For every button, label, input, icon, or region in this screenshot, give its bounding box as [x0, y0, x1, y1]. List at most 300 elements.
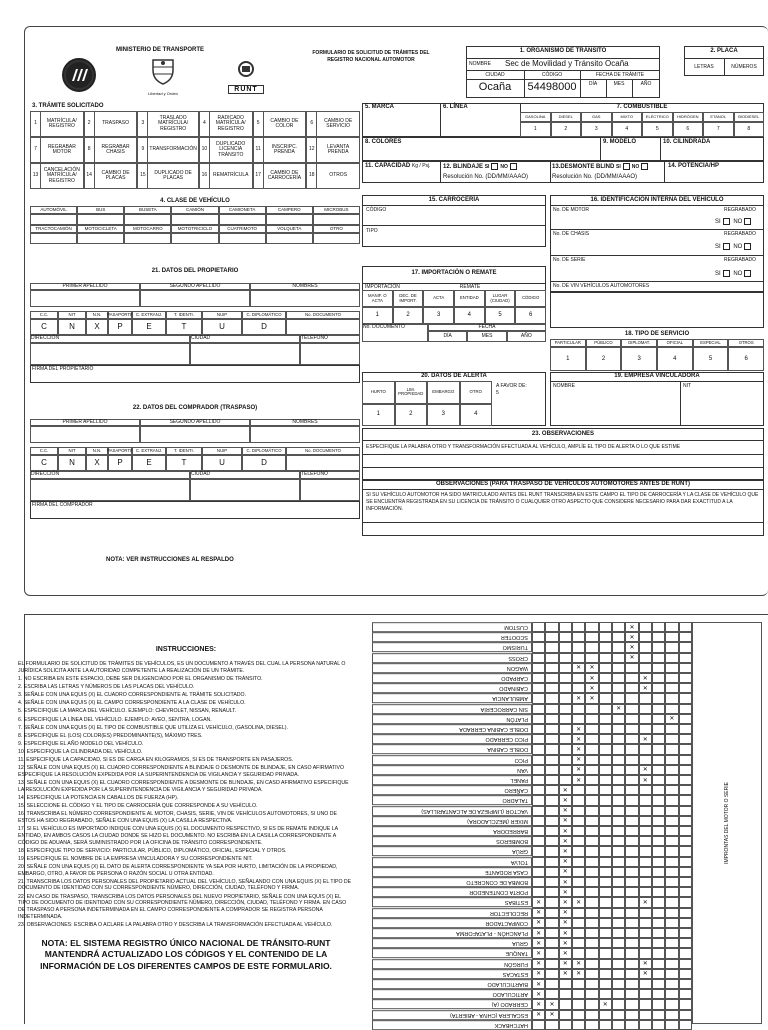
carroceria-code-cell[interactable]	[532, 642, 545, 652]
servicio-option-6[interactable]: 6	[728, 347, 764, 371]
carroceria-code-cell[interactable]	[625, 857, 638, 867]
carroceria-code-cell[interactable]: ✕	[532, 979, 545, 989]
carroceria-code-cell[interactable]	[559, 724, 572, 734]
carroceria-code-cell[interactable]: ✕	[639, 775, 652, 785]
carroceria-code-cell[interactable]: ✕	[532, 999, 545, 1009]
tramite-option-15[interactable]	[137, 163, 199, 189]
tramite-option-9[interactable]	[137, 137, 199, 163]
carroceria-code-cell[interactable]: ✕	[572, 959, 585, 969]
carroceria-code-cell[interactable]	[625, 969, 638, 979]
carroceria-code-cell[interactable]	[599, 744, 612, 754]
carroceria-code-cell[interactable]: ✕	[532, 938, 545, 948]
carroceria-code-cell[interactable]	[545, 857, 558, 867]
carroceria-code-cell[interactable]	[599, 918, 612, 928]
carroceria-code-cell[interactable]	[545, 663, 558, 673]
carroceria-code-cell[interactable]	[612, 1010, 625, 1020]
carroceria-code-cell[interactable]	[572, 806, 585, 816]
carroceria-code-cell[interactable]	[639, 816, 652, 826]
carroceria-code-cell[interactable]	[599, 673, 612, 683]
carroceria-code-cell[interactable]: ✕	[532, 897, 545, 907]
clase-checkbox[interactable]	[313, 233, 360, 244]
carroceria-code-cell[interactable]	[665, 948, 678, 958]
carroceria-code-cell[interactable]	[639, 642, 652, 652]
carroceria-code-cell[interactable]	[572, 1010, 585, 1020]
carroceria-code-cell[interactable]: ✕	[585, 693, 598, 703]
carroceria-code-cell[interactable]	[639, 979, 652, 989]
carroceria-code-cell[interactable]	[599, 857, 612, 867]
carroceria-code-cell[interactable]	[585, 836, 598, 846]
carroceria-code-cell[interactable]	[665, 816, 678, 826]
carroceria-code-cell[interactable]: ✕	[545, 1010, 558, 1020]
carroceria-code-cell[interactable]	[652, 642, 665, 652]
carroceria-code-cell[interactable]	[572, 826, 585, 836]
carroceria-code-cell[interactable]	[665, 693, 678, 703]
carroceria-code-cell[interactable]	[625, 816, 638, 826]
carroceria-code-cell[interactable]	[652, 663, 665, 673]
carroceria-code-cell[interactable]: ✕	[639, 765, 652, 775]
carroceria-code-cell[interactable]: ✕	[639, 673, 652, 683]
carroceria-code-cell[interactable]	[612, 928, 625, 938]
importacion-option-3[interactable]: 3	[423, 307, 454, 324]
carroceria-code-cell[interactable]	[559, 1010, 572, 1020]
carroceria-code-cell[interactable]	[625, 989, 638, 999]
ident-chasis-label[interactable]: No. DE CHASIS	[553, 231, 590, 237]
carroceria-code-cell[interactable]	[665, 744, 678, 754]
combustible-option-2[interactable]: 2	[551, 122, 582, 137]
ident-vin-label[interactable]: No. DE VIN VEHÍCULOS AUTOMOTORES	[553, 283, 650, 289]
carroceria-code-cell[interactable]	[679, 826, 692, 836]
carroceria-code-cell[interactable]: ✕	[572, 765, 585, 775]
carroceria-code-cell[interactable]	[665, 724, 678, 734]
tramite-option-13[interactable]	[30, 163, 84, 189]
tramite-option-8[interactable]	[84, 137, 138, 163]
carroceria-code-cell[interactable]	[679, 663, 692, 673]
carroceria-code-cell[interactable]	[599, 948, 612, 958]
carroceria-code-cell[interactable]	[599, 959, 612, 969]
prop-doc-option[interactable]: P	[108, 319, 132, 335]
carroceria-code-cell[interactable]	[625, 887, 638, 897]
carroceria-code-cell[interactable]: ✕	[572, 755, 585, 765]
combustible-option-7[interactable]: 7	[703, 122, 734, 137]
carroceria-code-cell[interactable]	[585, 816, 598, 826]
carroceria-code-cell[interactable]: ✕	[639, 959, 652, 969]
combustible-option-5[interactable]: 5	[642, 122, 673, 137]
carroceria-code-cell[interactable]: ✕	[559, 836, 572, 846]
carroceria-code-cell[interactable]	[679, 867, 692, 877]
carroceria-code-cell[interactable]	[679, 846, 692, 856]
carroceria-code-cell[interactable]	[639, 826, 652, 836]
carroceria-code-cell[interactable]	[679, 693, 692, 703]
carroceria-code-cell[interactable]	[679, 734, 692, 744]
carroceria-code-cell[interactable]: ✕	[625, 632, 638, 642]
carroceria-code-cell[interactable]: ✕	[559, 826, 572, 836]
carroceria-code-cell[interactable]	[679, 918, 692, 928]
servicio-option-3[interactable]: 3	[621, 347, 657, 371]
carroceria-code-cell[interactable]	[545, 887, 558, 897]
carroceria-code-cell[interactable]	[652, 744, 665, 754]
carroceria-code-cell[interactable]	[652, 877, 665, 887]
carroceria-code-cell[interactable]	[652, 806, 665, 816]
carroceria-code-cell[interactable]	[639, 704, 652, 714]
carroceria-code-cell[interactable]	[665, 857, 678, 867]
carroceria-code-cell[interactable]	[599, 979, 612, 989]
carroceria-code-cell[interactable]	[532, 1020, 545, 1030]
carroceria-code-cell[interactable]: ✕	[572, 775, 585, 785]
empresa-nombre[interactable]: NOMBRE	[553, 383, 575, 389]
carroceria-code-cell[interactable]	[625, 979, 638, 989]
carroceria-code-cell[interactable]	[599, 928, 612, 938]
carroceria-code-cell[interactable]: ✕	[639, 897, 652, 907]
comp-nombres-input[interactable]	[250, 426, 360, 443]
carroceria-code-cell[interactable]	[612, 755, 625, 765]
carroceria-code-cell[interactable]	[612, 785, 625, 795]
vin-box[interactable]	[550, 292, 764, 328]
carroceria-code-cell[interactable]	[545, 714, 558, 724]
carroceria-code-cell[interactable]	[625, 897, 638, 907]
carroceria-code-cell[interactable]	[572, 979, 585, 989]
carroceria-code-cell[interactable]	[545, 989, 558, 999]
ident-serie-label[interactable]: No. DE SERIE	[553, 257, 586, 263]
carroceria-code-cell[interactable]: ✕	[559, 959, 572, 969]
carroceria-code-cell[interactable]: ✕	[532, 908, 545, 918]
carroceria-code-cell[interactable]	[665, 887, 678, 897]
comp-segundo-apellido-input[interactable]	[140, 426, 250, 443]
carroceria-code-cell[interactable]	[665, 928, 678, 938]
carroceria-code-cell[interactable]	[652, 846, 665, 856]
carroceria-code-cell[interactable]	[639, 693, 652, 703]
carroceria-code-cell[interactable]	[679, 857, 692, 867]
carroceria-code-cell[interactable]	[639, 918, 652, 928]
carroceria-code-cell[interactable]	[572, 928, 585, 938]
modelo-label[interactable]: 9. MODELO	[603, 139, 637, 145]
carroceria-code-cell[interactable]	[612, 1020, 625, 1030]
carroceria-code-cell[interactable]	[559, 999, 572, 1009]
carroceria-code-cell[interactable]: ✕	[559, 877, 572, 887]
prop-direccion[interactable]: DIRECCIÓN	[30, 335, 190, 343]
desmonte-resolucion[interactable]: Resolución No. (DD/MM/AAAO)	[552, 174, 638, 180]
carroceria-code-cell[interactable]: ✕	[559, 806, 572, 816]
clase-checkbox[interactable]	[266, 233, 313, 244]
comp-direccion[interactable]: DIRECCIÓN	[30, 471, 190, 479]
carroceria-code-cell[interactable]	[612, 642, 625, 652]
carroceria-code-cell[interactable]	[652, 918, 665, 928]
carroceria-code-cell[interactable]	[545, 938, 558, 948]
carroceria-code-cell[interactable]	[652, 836, 665, 846]
carroceria-code-cell[interactable]	[545, 826, 558, 836]
carroceria-code-cell[interactable]	[612, 948, 625, 958]
carroceria-code-cell[interactable]	[585, 795, 598, 805]
carroceria-code-cell[interactable]	[559, 979, 572, 989]
carroceria-code-cell[interactable]: ✕	[572, 969, 585, 979]
carroceria-code-cell[interactable]	[639, 938, 652, 948]
carroceria-code-cell[interactable]	[652, 693, 665, 703]
carroceria-code-cell[interactable]	[652, 887, 665, 897]
prop-segundo-apellido-input[interactable]	[140, 290, 250, 307]
comp-doc-option[interactable]: X	[86, 455, 108, 471]
carroceria-code-cell[interactable]	[625, 1010, 638, 1020]
carroceria-code-cell[interactable]	[665, 867, 678, 877]
carroceria-code-cell[interactable]	[612, 887, 625, 897]
carroceria-code-cell[interactable]	[572, 785, 585, 795]
carroceria-code-cell[interactable]	[652, 908, 665, 918]
carroceria-code-cell[interactable]	[572, 999, 585, 1009]
carroceria-code-cell[interactable]: ✕	[625, 622, 638, 632]
carroceria-code-cell[interactable]: ✕	[572, 663, 585, 673]
carroceria-code-cell[interactable]	[652, 795, 665, 805]
carroceria-code-cell[interactable]	[652, 653, 665, 663]
blindaje-resolucion[interactable]: Resolución No. (DD/MM/AAAO)	[443, 174, 529, 180]
carroceria-code-cell[interactable]	[599, 693, 612, 703]
carroceria-code-cell[interactable]	[585, 897, 598, 907]
carroceria-codigo[interactable]: CÓDIGO	[366, 207, 387, 213]
carroceria-code-cell[interactable]	[612, 826, 625, 836]
combustible-option-8[interactable]: 8	[734, 122, 765, 137]
carroceria-code-cell[interactable]	[652, 785, 665, 795]
carroceria-code-cell[interactable]	[545, 724, 558, 734]
carroceria-code-cell[interactable]	[612, 979, 625, 989]
blindaje-si-checkbox[interactable]	[491, 163, 498, 170]
carroceria-code-cell[interactable]	[679, 959, 692, 969]
clase-checkbox[interactable]	[77, 233, 124, 244]
carroceria-code-cell[interactable]	[612, 836, 625, 846]
carroceria-code-cell[interactable]	[639, 632, 652, 642]
carroceria-code-cell[interactable]	[559, 765, 572, 775]
carroceria-code-cell[interactable]: ✕	[532, 948, 545, 958]
carroceria-code-cell[interactable]: ✕	[559, 795, 572, 805]
alerta-option-4[interactable]: 4	[460, 404, 493, 427]
potencia-label[interactable]: 14. POTENCIA/HP	[668, 163, 720, 169]
organismo-codigo-value[interactable]: 54498000	[527, 81, 577, 93]
carroceria-code-cell[interactable]	[545, 948, 558, 958]
carroceria-code-cell[interactable]	[625, 724, 638, 734]
carroceria-code-cell[interactable]: ✕	[559, 846, 572, 856]
carroceria-code-cell[interactable]	[532, 673, 545, 683]
carroceria-code-cell[interactable]	[532, 724, 545, 734]
carroceria-code-cell[interactable]	[599, 1020, 612, 1030]
carroceria-code-cell[interactable]	[612, 744, 625, 754]
carroceria-code-cell[interactable]: ✕	[532, 959, 545, 969]
carroceria-code-cell[interactable]	[612, 908, 625, 918]
carroceria-code-cell[interactable]	[665, 734, 678, 744]
tramite-option-11[interactable]	[253, 137, 307, 163]
carroceria-code-cell[interactable]	[599, 989, 612, 999]
carroceria-code-cell[interactable]	[652, 816, 665, 826]
carroceria-code-cell[interactable]	[599, 704, 612, 714]
carroceria-code-cell[interactable]	[679, 908, 692, 918]
carroceria-code-cell[interactable]: ✕	[585, 663, 598, 673]
carroceria-code-cell[interactable]	[639, 714, 652, 724]
carroceria-code-cell[interactable]	[665, 999, 678, 1009]
carroceria-code-cell[interactable]	[559, 693, 572, 703]
carroceria-code-cell[interactable]	[639, 948, 652, 958]
carroceria-code-cell[interactable]	[532, 693, 545, 703]
carroceria-code-cell[interactable]	[545, 908, 558, 918]
carroceria-code-cell[interactable]	[599, 969, 612, 979]
clase-checkbox[interactable]	[30, 233, 77, 244]
carroceria-code-cell[interactable]	[665, 785, 678, 795]
carroceria-code-cell[interactable]: ✕	[639, 683, 652, 693]
desmonte-si-checkbox[interactable]	[623, 163, 630, 170]
carroceria-code-cell[interactable]	[599, 816, 612, 826]
carroceria-code-cell[interactable]	[585, 877, 598, 887]
carroceria-code-cell[interactable]	[545, 918, 558, 928]
carroceria-code-cell[interactable]	[665, 877, 678, 887]
carroceria-code-cell[interactable]	[612, 867, 625, 877]
prop-doc-option[interactable]: T	[166, 319, 202, 335]
comp-primer-apellido-input[interactable]	[30, 426, 140, 443]
carroceria-code-cell[interactable]	[625, 999, 638, 1009]
comp-doc-option[interactable]: C	[30, 455, 58, 471]
carroceria-code-cell[interactable]	[585, 642, 598, 652]
carroceria-code-cell[interactable]	[679, 928, 692, 938]
carroceria-code-cell[interactable]	[612, 816, 625, 826]
servicio-option-1[interactable]: 1	[550, 347, 586, 371]
carroceria-code-cell[interactable]	[599, 897, 612, 907]
carroceria-code-cell[interactable]: ✕	[665, 714, 678, 724]
carroceria-code-cell[interactable]	[679, 979, 692, 989]
carroceria-code-cell[interactable]	[545, 785, 558, 795]
carroceria-code-cell[interactable]	[625, 663, 638, 673]
carroceria-code-cell[interactable]	[532, 826, 545, 836]
comp-doc-option[interactable]: E	[132, 455, 166, 471]
carroceria-code-cell[interactable]	[679, 683, 692, 693]
tramite-option-10[interactable]	[199, 137, 253, 163]
carroceria-code-cell[interactable]	[665, 775, 678, 785]
carroceria-code-cell[interactable]	[545, 622, 558, 632]
organismo-ciudad-value[interactable]: Ocaña	[478, 81, 512, 93]
prop-nombres-input[interactable]	[250, 290, 360, 307]
carroceria-code-cell[interactable]	[545, 642, 558, 652]
alerta-option-3[interactable]: 3	[427, 404, 460, 427]
carroceria-code-cell[interactable]	[652, 989, 665, 999]
importacion-option-4[interactable]: 4	[454, 307, 485, 324]
carroceria-code-cell[interactable]	[599, 1010, 612, 1020]
carroceria-code-cell[interactable]	[652, 775, 665, 785]
carroceria-code-cell[interactable]	[559, 663, 572, 673]
carroceria-code-cell[interactable]	[679, 632, 692, 642]
carroceria-code-cell[interactable]	[572, 683, 585, 693]
carroceria-code-cell[interactable]	[572, 948, 585, 958]
carroceria-code-cell[interactable]	[559, 683, 572, 693]
carroceria-code-cell[interactable]	[585, 755, 598, 765]
prop-doc-option[interactable]: N	[58, 319, 86, 335]
carroceria-code-cell[interactable]	[612, 663, 625, 673]
carroceria-code-cell[interactable]	[612, 999, 625, 1009]
importacion-option-6[interactable]: 6	[515, 307, 546, 324]
imp-ano[interactable]: AÑO	[507, 331, 546, 342]
carroceria-code-cell[interactable]: ✕	[532, 918, 545, 928]
carroceria-tipo[interactable]: TIPO	[366, 228, 378, 234]
carroceria-code-cell[interactable]	[665, 959, 678, 969]
carroceria-code-cell[interactable]	[625, 836, 638, 846]
carroceria-code-cell[interactable]	[679, 785, 692, 795]
carroceria-code-cell[interactable]	[665, 632, 678, 642]
carroceria-code-cell[interactable]	[665, 897, 678, 907]
clase-checkbox[interactable]	[30, 214, 77, 225]
carroceria-code-cell[interactable]	[612, 969, 625, 979]
carroceria-code-cell[interactable]	[652, 826, 665, 836]
alerta-option-1[interactable]: 1	[362, 404, 395, 427]
carroceria-code-cell[interactable]	[532, 653, 545, 663]
motor-si-checkbox[interactable]	[723, 218, 730, 225]
carroceria-code-cell[interactable]	[639, 1010, 652, 1020]
carroceria-code-cell[interactable]	[625, 948, 638, 958]
carroceria-code-cell[interactable]: ✕	[545, 999, 558, 1009]
carroceria-code-cell[interactable]	[652, 714, 665, 724]
prop-ciudad[interactable]: CIUDAD	[190, 335, 300, 343]
carroceria-code-cell[interactable]	[679, 989, 692, 999]
carroceria-code-cell[interactable]	[585, 734, 598, 744]
carroceria-code-cell[interactable]	[625, 877, 638, 887]
serie-no-checkbox[interactable]	[744, 270, 751, 277]
marca-label[interactable]: 5. MARCA	[365, 104, 395, 110]
carroceria-code-cell[interactable]	[679, 765, 692, 775]
carroceria-code-cell[interactable]	[679, 775, 692, 785]
carroceria-code-cell[interactable]	[679, 744, 692, 754]
carroceria-code-cell[interactable]	[612, 795, 625, 805]
carroceria-code-cell[interactable]: ✕	[559, 969, 572, 979]
carroceria-code-cell[interactable]	[652, 959, 665, 969]
carroceria-code-cell[interactable]	[599, 826, 612, 836]
tramite-option-18[interactable]	[306, 163, 360, 189]
placa-letras-label[interactable]: LETRAS	[694, 64, 714, 70]
colores-label[interactable]: 8. COLORES	[365, 139, 402, 145]
carroceria-code-cell[interactable]: ✕	[532, 969, 545, 979]
carroceria-code-cell[interactable]	[532, 765, 545, 775]
carroceria-code-cell[interactable]	[572, 622, 585, 632]
carroceria-code-cell[interactable]	[532, 887, 545, 897]
carroceria-code-cell[interactable]	[639, 806, 652, 816]
carroceria-code-cell[interactable]	[612, 877, 625, 887]
carroceria-code-cell[interactable]	[652, 1010, 665, 1020]
carroceria-code-cell[interactable]	[612, 775, 625, 785]
carroceria-code-cell[interactable]	[532, 806, 545, 816]
carroceria-code-cell[interactable]	[625, 959, 638, 969]
tramite-option-4[interactable]	[199, 111, 253, 137]
carroceria-code-cell[interactable]	[625, 867, 638, 877]
carroceria-code-cell[interactable]	[639, 989, 652, 999]
carroceria-code-cell[interactable]	[599, 846, 612, 856]
tramite-option-16[interactable]	[199, 163, 253, 189]
carroceria-code-cell[interactable]	[585, 989, 598, 999]
prop-doc-number-input[interactable]	[286, 319, 360, 335]
carroceria-code-cell[interactable]	[625, 693, 638, 703]
alerta-favor[interactable]: A FAVOR DE:	[496, 383, 527, 389]
tramite-option-3[interactable]	[137, 111, 199, 137]
carroceria-code-cell[interactable]	[585, 744, 598, 754]
carroceria-code-cell[interactable]	[572, 704, 585, 714]
carroceria-code-cell[interactable]	[679, 816, 692, 826]
carroceria-code-cell[interactable]	[545, 897, 558, 907]
carroceria-code-cell[interactable]	[679, 714, 692, 724]
carroceria-code-cell[interactable]	[559, 989, 572, 999]
carroceria-code-cell[interactable]	[585, 653, 598, 663]
cilindrada-label[interactable]: 10. CILINDRADA	[663, 139, 711, 145]
clase-checkbox[interactable]	[219, 233, 266, 244]
comp-ciudad[interactable]: CIUDAD	[190, 471, 300, 479]
prop-telefono[interactable]: TELÉFONO	[300, 335, 360, 343]
carroceria-code-cell[interactable]	[612, 622, 625, 632]
carroceria-code-cell[interactable]	[585, 918, 598, 928]
carroceria-code-cell[interactable]	[612, 918, 625, 928]
carroceria-code-cell[interactable]	[585, 765, 598, 775]
carroceria-code-cell[interactable]	[559, 642, 572, 652]
carroceria-code-cell[interactable]	[545, 795, 558, 805]
carroceria-code-cell[interactable]	[652, 734, 665, 744]
carroceria-code-cell[interactable]	[585, 979, 598, 989]
carroceria-code-cell[interactable]	[625, 785, 638, 795]
carroceria-code-cell[interactable]	[599, 908, 612, 918]
